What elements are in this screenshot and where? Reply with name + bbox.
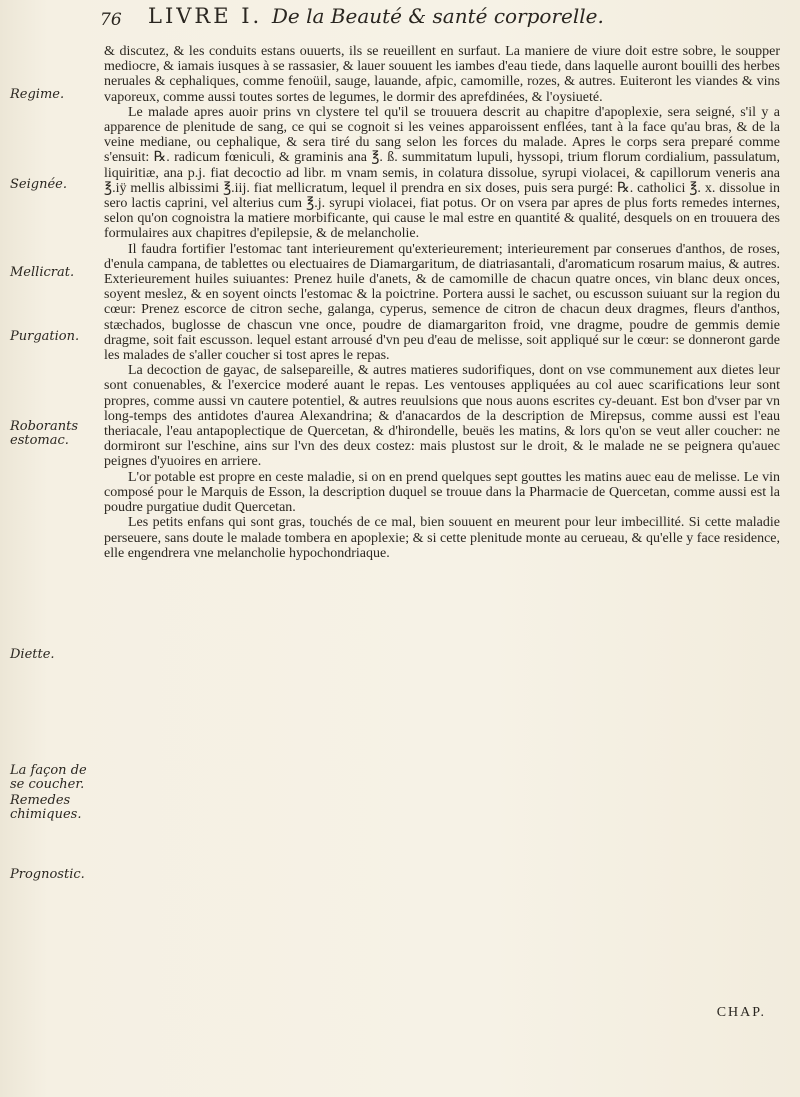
margin-note-remedes: Remedes chimiques.: [10, 793, 82, 822]
paragraph: La decoction de gayac, de salsepareille, & autres matieres sudorifiques, dont on vse communement aux dietes leur sont conuenables, & l'exercice moderé auant le repas. Les ventouses appliquées au col auec scarifications leur sont propres, comme aussi vn cautere potentiel, & autres reuulsions que nous auons escrites cy-deuant. Est bon d'vser par vn long-temps des antidotes d'aurea Alexandrina; & d'anacardos de la description de Mirepsus, comme aussi est l'eau theriacale, l'eau antapoplectique de Quercetan, & d'hirondelle, beuës les matins, & lors qu'on se veut aller coucher: ne dormiront sur l'eschine, ains sur l'vn des deux costez: mais plustost sur le droit, & le malade ne se peignera qu'auec peignes d'yuoires en arriere.: [104, 363, 780, 470]
book-number: LIVRE I.: [148, 4, 263, 28]
margin-note-coucher: La façon de se coucher.: [10, 763, 87, 792]
margin-note-regime: Regime.: [10, 87, 65, 102]
margin-note-roborants: Roborants estomac.: [10, 419, 78, 448]
margin-note-seignee: Seignée.: [10, 177, 67, 192]
catchword: CHAP.: [716, 1005, 766, 1020]
paragraph: Le malade apres auoir prins vn clystere tel qu'il se trouuera descrit au chapitre d'apoplexie, sera seigné, s'il y a apparence de plenitude de sang, ce qui se cognoit si les veines apparoissent enflées, tant à la face qu'au bras, & de la veine mediane, ou cephalique, & sera tiré du sang selon les forces du malade. Apres le corps sera preparé comme s'ensuit: ℞. radicum fœniculi, & graminis ana ℥. ß. summitatum lupuli, hyssopi, trium florum cordialium, passulatum, liquiritiæ, ana p.j. fiat decoctio ad libr. m vnam semis, in colatura dissolue, syrupi violacei, & capillorum veneris ana ℥.iÿ mellis albissimi ℥.iij. fiat mellicratum, lequel il prendra en six doses, puis sera purgé: ℞. catholici ℥. x. dissolue in sero lactis caprini, vel alterius cum ℥.j. syrupi violacei, fiat potus. Or on vsera par apres de plus forts remedes internes, selon qu'on cognoistra la matiere morbificante, qui cause le mal estre en quantité & qualité, desquels on en trouuera des formulaires aux chapitres d'epilepsie, & de melancholie.: [104, 104, 780, 242]
margin-note-prognostic: Prognostic.: [10, 867, 85, 882]
main-text: [104, 44, 780, 561]
paragraph: & discutez, & les conduits estans ouuerts, ils se reueillent en surfaut. La maniere de viure doit estre sobre, le soupper mediocre, & iamais iusques à se rassasier, & lauer souuent les iambes d'eau tiede, dans laquelle auront bouilli des herbes neruales & cephaliques, comme fenoüil, sauge, lauande, afpic, camomille, rozes, & autres. Euiteront les viandes & vins vaporeux, comme aussi toutes sortes de legumes, le dormir des aprefdinées, & l'oysiueté.: [104, 44, 780, 105]
margin-note-mellicrat: Mellicrat.: [10, 265, 75, 280]
margin-note-purgation: Purgation.: [10, 329, 80, 344]
paragraph: Il faudra fortifier l'estomac tant interieurement qu'exterieurement; interieurement par conserues d'anthos, de roses, d'enula campana, de tablettes ou electuaires de Diamargaritum, de diatriasantali, d'aromaticum rosarum maius, & autres. Exterieurement huiles suiuantes: Prenez huile d'anets, & de camomille de chacun quatre onces, vin blanc deux onces, soyent meslez, & en soyent oincts l'estomac & la poictrine. Portera aussi le sachet, ou escusson suiuant sur la region du cœur: Prenez escorce de citron seche, galanga, cyperus, semence de citron de chacun deux dragmes, fleurs d'anthos, stæchados, buglosse de chascun vne once, poudre de diamargariton froid, vne dragme, poudre de gemmis demie dragme, soit fait escusson. lequel estant arrousé d'vn peu d'eau de melisse, soit appliqué sur le cœur: se donneront garde les malades de s'aller coucher si tost apres le repas.: [104, 241, 780, 364]
paragraph: L'or potable est propre en ceste maladie, si on en prend quelques sept gouttes les matins auec eau de melisse. Le vin composé pour le Marquis de Esson, la description duquel se trouue dans la Pharmacie de Quercetan, comme aussi est la poudre purgatiue dudit Quercetan.: [104, 469, 780, 516]
page-number: 76: [100, 10, 122, 30]
margin-note-diette: Diette.: [10, 647, 55, 662]
chapter-subject: De la Beauté & santé corporelle.: [271, 4, 604, 28]
running-title: [148, 4, 604, 28]
paragraph: Les petits enfans qui sont gras, touchés de ce mal, bien souuent en meurent pour leur imbecillité. Si cette maladie perseuere, sans doute le malade tombera en apoplexie; & si cette plenitude monte au cerueau, & qu'elle y face residence, elle engendrera vne melancholie hypochondriaque.: [104, 515, 780, 561]
page-header: [100, 4, 760, 44]
